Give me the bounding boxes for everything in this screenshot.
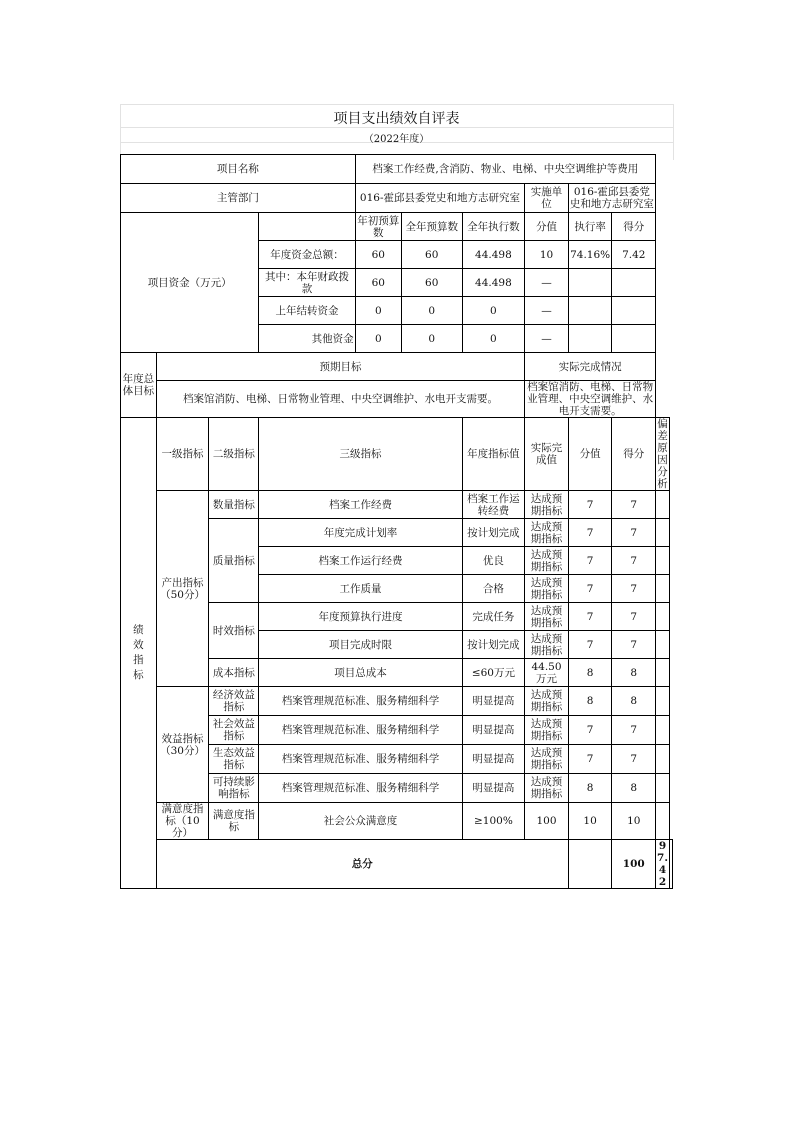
sheet-subtitle: （2022年度） — [363, 134, 430, 145]
funds-row-weight: — — [525, 325, 568, 353]
funds-row-annual: 0 — [401, 325, 462, 353]
funds-row-initial: 60 — [355, 241, 401, 269]
funds-header-score: 得分 — [612, 213, 656, 241]
ind-weight: 7 — [568, 716, 612, 745]
ind-header-level1: 一级指标 — [156, 418, 209, 491]
ind-deviation — [656, 774, 670, 803]
ind-actual: 达成预期指标 — [525, 631, 568, 659]
goals-expected-text: 档案馆消防、电梯、日常物业管理、中央空调维护、水电开支需要。 — [156, 381, 525, 418]
ind-header-level2: 二级指标 — [209, 418, 259, 491]
goals-expected-header: 预期目标 — [156, 353, 525, 381]
total-weight: 100 — [612, 840, 656, 889]
project-name-value: 档案工作经费,含消防、物业、电梯、中央空调维护等费用 — [355, 155, 655, 184]
dept-value: 016-霍邱县委党史和地方志研究室 — [355, 184, 525, 213]
ind-deviation — [656, 631, 670, 659]
ind-level2: 数量指标 — [209, 491, 259, 519]
ind-level2-timeliness: 时效指标 — [209, 603, 259, 659]
ind-weight: 7 — [568, 519, 612, 547]
ind-level3: 档案管理规范标准、服务精细科学 — [259, 687, 462, 716]
ind-score: 7 — [612, 716, 656, 745]
ind-target: 合格 — [462, 575, 525, 603]
ind-target: 明显提高 — [462, 687, 525, 716]
total-score: 97.42 — [657, 840, 668, 888]
ind-score: 8 — [612, 774, 656, 803]
ind-level2: 生态效益指标 — [209, 745, 259, 774]
ind-actual: 44.50万元 — [525, 659, 568, 687]
ind-target: 优良 — [462, 547, 525, 575]
total-deviation — [670, 840, 673, 889]
funds-row-initial: 0 — [355, 325, 401, 353]
ind-target: 明显提高 — [462, 774, 525, 803]
funds-label: 项目资金（万元） — [121, 213, 259, 353]
funds-blank-header — [259, 213, 355, 241]
ind-level2: 可持续影响指标 — [209, 774, 259, 803]
benefit-indicator-label: 效益指标（30分） — [156, 687, 209, 803]
funds-header-initial: 年初预算数 — [355, 213, 401, 241]
funds-row-executed: 0 — [462, 325, 525, 353]
ind-target: 明显提高 — [462, 745, 525, 774]
sheet-title: 项目支出绩效自评表 — [333, 111, 460, 127]
ind-target: 明显提高 — [462, 716, 525, 745]
ind-level2: 满意度指标 — [209, 803, 259, 840]
ind-actual: 达成预期指标 — [525, 519, 568, 547]
funds-header-rate: 执行率 — [568, 213, 612, 241]
funds-row-label: 其中：本年财政拨款 — [259, 269, 355, 297]
funds-row-annual: 60 — [401, 269, 462, 297]
ind-level3: 档案管理规范标准、服务精细科学 — [259, 716, 462, 745]
impl-label: 实施单位 — [525, 184, 568, 213]
ind-score: 7 — [612, 491, 656, 519]
ind-target: 档案工作运转经费 — [462, 491, 525, 519]
goals-actual-header: 实际完成情况 — [525, 353, 656, 381]
ind-deviation — [656, 603, 670, 631]
ind-actual: 达成预期指标 — [525, 774, 568, 803]
dept-label: 主管部门 — [121, 184, 356, 213]
ind-score: 7 — [612, 575, 656, 603]
output-indicator-label: 产出指标（50分） — [156, 491, 209, 687]
impl-value: 016-霍邱县委党史和地方志研究室 — [568, 184, 655, 213]
funds-row-rate — [568, 325, 612, 353]
ind-score: 7 — [612, 603, 656, 631]
ind-target: 按计划完成 — [462, 631, 525, 659]
ind-level3: 工作质量 — [259, 575, 462, 603]
ind-header-target: 年度指标值 — [462, 418, 525, 491]
ind-deviation — [656, 575, 670, 603]
ind-header-weight: 分值 — [568, 418, 612, 491]
evaluation-table — [120, 154, 673, 889]
funds-row-score: 7.42 — [612, 241, 656, 269]
satisfaction-indicator-label: 满意度指标（10分） — [156, 803, 209, 840]
ind-actual: 达成预期指标 — [525, 687, 568, 716]
ind-score: 8 — [612, 687, 656, 716]
evaluation-sheet — [120, 104, 673, 888]
ind-deviation — [656, 659, 670, 687]
ind-score: 8 — [612, 659, 656, 687]
ind-weight: 7 — [568, 547, 612, 575]
ind-level3: 项目总成本 — [259, 659, 462, 687]
funds-row-weight: 10 — [525, 241, 568, 269]
funds-row-executed: 44.498 — [462, 241, 525, 269]
goals-actual-text: 档案馆消防、电梯、日常物业管理、中央空调维护、水电开支需要。 — [525, 381, 656, 418]
ind-actual: 达成预期指标 — [525, 575, 568, 603]
funds-row-initial: 60 — [355, 269, 401, 297]
ind-level3: 社会公众满意度 — [259, 803, 462, 840]
ind-score: 10 — [612, 803, 656, 840]
ind-weight: 7 — [568, 745, 612, 774]
funds-row-executed: 0 — [462, 297, 525, 325]
ind-target: ≤60万元 — [462, 659, 525, 687]
ind-level2-quality: 质量指标 — [209, 519, 259, 603]
ind-header-deviation: 偏差原因分析 — [657, 418, 668, 490]
funds-header-executed: 全年执行数 — [462, 213, 525, 241]
ind-weight: 8 — [568, 687, 612, 716]
ind-score: 7 — [612, 519, 656, 547]
ind-level3: 档案管理规范标准、服务精细科学 — [259, 774, 462, 803]
ind-weight: 7 — [568, 491, 612, 519]
funds-row-label: 其他资金 — [259, 325, 355, 353]
goals-section-label: 年度总体目标 — [121, 353, 157, 418]
ind-deviation — [656, 803, 670, 840]
ind-level3: 年度预算执行进度 — [259, 603, 462, 631]
funds-row-weight: — — [525, 269, 568, 297]
ind-level2: 经济效益指标 — [209, 687, 259, 716]
funds-row-label: 上年结转资金 — [259, 297, 355, 325]
total-blank — [568, 840, 612, 889]
indicators-section-label: 绩效指标 — [121, 418, 157, 889]
ind-level3: 档案工作经费 — [259, 491, 462, 519]
ind-score: 7 — [612, 745, 656, 774]
ind-deviation — [656, 547, 670, 575]
ind-level3: 档案工作运行经费 — [259, 547, 462, 575]
ind-deviation — [656, 491, 670, 519]
funds-row-score — [612, 325, 656, 353]
ind-weight: 7 — [568, 575, 612, 603]
ind-weight: 8 — [568, 774, 612, 803]
ind-score: 7 — [612, 631, 656, 659]
funds-row-annual: 0 — [401, 297, 462, 325]
ind-level2: 社会效益指标 — [209, 716, 259, 745]
ind-level3: 年度完成计划率 — [259, 519, 462, 547]
funds-row-score — [612, 297, 656, 325]
project-name-label: 项目名称 — [121, 155, 356, 184]
ind-deviation — [656, 716, 670, 745]
funds-header-annual: 全年预算数 — [401, 213, 462, 241]
funds-row-weight: — — [525, 297, 568, 325]
ind-level3: 档案管理规范标准、服务精细科学 — [259, 745, 462, 774]
ind-actual: 达成预期指标 — [525, 603, 568, 631]
funds-row-rate: 74.16% — [568, 241, 612, 269]
funds-row-rate — [568, 269, 612, 297]
ind-weight: 7 — [568, 603, 612, 631]
funds-row-annual: 60 — [401, 241, 462, 269]
ind-target: 完成任务 — [462, 603, 525, 631]
ind-score: 7 — [612, 547, 656, 575]
funds-header-weight: 分值 — [525, 213, 568, 241]
ind-level3: 项目完成时限 — [259, 631, 462, 659]
ind-deviation — [656, 687, 670, 716]
ind-deviation — [656, 519, 670, 547]
ind-actual: 达成预期指标 — [525, 547, 568, 575]
funds-row-executed: 44.498 — [462, 269, 525, 297]
ind-actual: 达成预期指标 — [525, 716, 568, 745]
funds-row-label: 年度资金总额： — [259, 241, 355, 269]
total-label: 总分 — [156, 840, 568, 889]
ind-header-score: 得分 — [612, 418, 656, 491]
funds-row-initial: 0 — [355, 297, 401, 325]
ind-weight: 7 — [568, 631, 612, 659]
ind-target: ≥100% — [462, 803, 525, 840]
ind-level2-cost: 成本指标 — [209, 659, 259, 687]
ind-weight: 10 — [568, 803, 612, 840]
funds-row-score — [612, 269, 656, 297]
ind-actual: 达成预期指标 — [525, 745, 568, 774]
ind-actual: 100 — [525, 803, 568, 840]
ind-weight: 8 — [568, 659, 612, 687]
ind-actual: 达成预期指标 — [525, 491, 568, 519]
funds-row-rate — [568, 297, 612, 325]
ind-deviation — [656, 745, 670, 774]
ind-header-level3: 三级指标 — [259, 418, 462, 491]
ind-target: 按计划完成 — [462, 519, 525, 547]
ind-header-actual: 实际完成值 — [525, 418, 568, 491]
